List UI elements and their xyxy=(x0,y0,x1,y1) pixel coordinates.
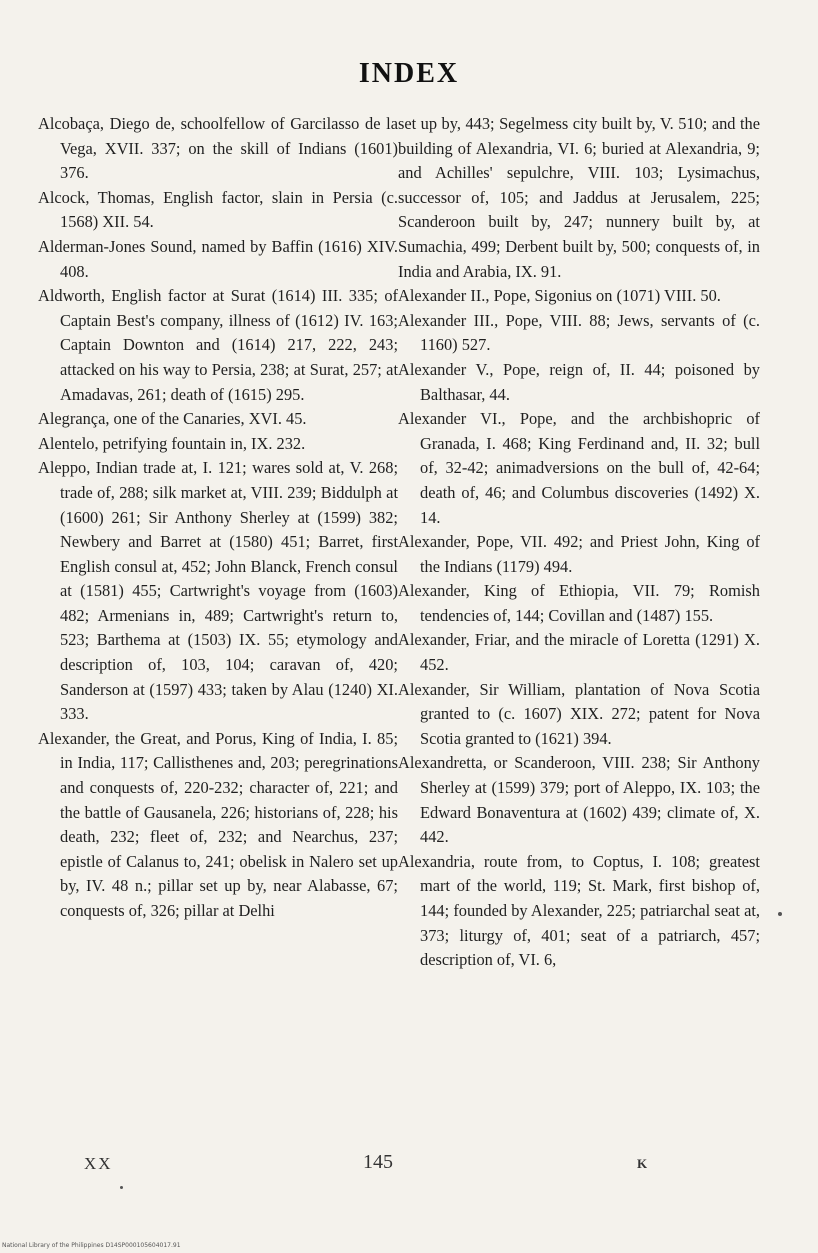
index-entry: Alexandretta, or Scanderoon, VIII. 238; Sir Anthony Sherley at (1599) 379; port of Aleppo, IX. 103; the Edward Bonaventura at (1602) 439; climate of, X. 442. xyxy=(398,753,760,847)
index-entry: Alexander, Sir William, plantation of Nova Scotia granted to (c. 1607) XIX. 272; patent for Nova Scotia granted to (1621) 394. xyxy=(398,679,760,748)
index-entry: Alexander II., Pope, Sigonius on (1071) VIII. 50. xyxy=(398,286,721,306)
scan-stamp: National Library of the Philippines D14SP000105604017.91 xyxy=(2,1242,181,1249)
footer-mark: K xyxy=(637,1156,648,1171)
index-entry: Aldworth, English factor at Surat (1614) III. 335; of Captain Best's company, illness of (1612) IV. 163; Captain Downton and (1614) 217, 222, 243; attacked on his way to Persia, 238; at Surat, 257; at Amadavas, 261; death of (1615) 295. xyxy=(38,286,398,404)
index-entry: Alexander, Friar, and the miracle of Loretta (1291) X. 452. xyxy=(398,630,760,675)
footer-signature: XX xyxy=(84,1154,113,1173)
index-entry: Alexander V., Pope, reign of, II. 44; poisoned by Balthasar, 44. xyxy=(398,359,760,404)
index-entry: Alexander VI., Pope, and the archbishopric of Granada, I. 468; King Ferdinand and, II. 32; bull of, 32-42; animadversions on the bull of, 42-64; death of, 46; and Columbus discoveries (1492) X. 14. xyxy=(398,409,760,527)
footer-page-number: 145 xyxy=(363,1151,393,1173)
index-entry: Alexandria, route from, to Coptus, I. 108; greatest mart of the world, 119; St. Mark, first bishop of, 144; founded by Alexander, 225; patriarchal seat at, 373; liturgy of, 401; seat of a patriarch, 457; description of, VI. 6, xyxy=(398,851,760,970)
page-title: INDEX xyxy=(358,58,460,89)
index-entry: Aleppo, Indian trade at, I. 121; wares sold at, V. 268; trade of, 288; silk market at, VIII. 239; Biddulph at (1600) 261; Sir Anthony Sherley at (1599) 382; Newbery and Barret at (1580) 451; Barret, first English consul at, 452; John Blanck, French consul at (1581) 455; Cartwright's voyage from (1603) 482; Armenians in, 489; Cartwright's return to, 523; Barthema at (1503) IX. 55; etymology and description of, 103, 104; caravan of, 420; Sanderson at (1597) 433; taken by Alau (1240) XI. 333. xyxy=(38,458,398,724)
index-column-left xyxy=(38,112,398,924)
index-column-right xyxy=(398,112,760,973)
index-entry: Alentelo, petrifying fountain in, IX. 232. xyxy=(38,433,306,453)
index-entry: Alderman-Jones Sound, named by Baffin (1616) XIV. 408. xyxy=(38,236,398,281)
index-entry: Alexander III., Pope, VIII. 88; Jews, servants of (c. 1160) 527. xyxy=(398,310,760,355)
index-entry: Alegrança, one of the Canaries, XVI. 45. xyxy=(38,409,307,429)
index-entry: Alcobaça, Diego de, schoolfellow of Garcilasso de la Vega, XVII. 337; on the skill of Indians (1601) 376. xyxy=(38,114,398,183)
scan-speck xyxy=(778,912,782,916)
index-entry: Alcock, Thomas, English factor, slain in Persia (c. 1568) XII. 54. xyxy=(38,187,398,232)
scan-speck xyxy=(120,1186,123,1189)
index-entry: Alexander, Pope, VII. 492; and Priest John, King of the Indians (1179) 494. xyxy=(398,532,760,576)
index-entry-continued: set up by, 443; Segelmess city built by, V. 510; and the building of Alexandria, VI. 6; buried at Alexandria, 9; and Achilles' sepulchre, VIII. 103; Lysimachus, successor of, 105; and Jaddus at Jerusalem, 225; Scanderoon built by, 247; nunnery built by, at Sumachia, 499; Derbent built by, 500; conquests of, in India and Arabia, IX. 91. xyxy=(398,114,760,281)
index-entry: Alexander, King of Ethiopia, VII. 79; Romish tendencies of, 144; Covillan and (1487) 155. xyxy=(398,581,760,625)
index-entry: Alexander, the Great, and Porus, King of India, I. 85; in India, 117; Callisthenes and, 203; peregrinations and conquests of, 220-232; character of, 221; and the battle of Gausanela, 226; historians of, 228; his death, 232; fleet of, 232; and Nearchus, 237; epistle of Calanus to, 241; obelisk in Nalero set up by, IV. 48 n.; pillar set up by, near Alabasse, 67; conquests of, 326; pillar at Delhi xyxy=(38,728,398,920)
